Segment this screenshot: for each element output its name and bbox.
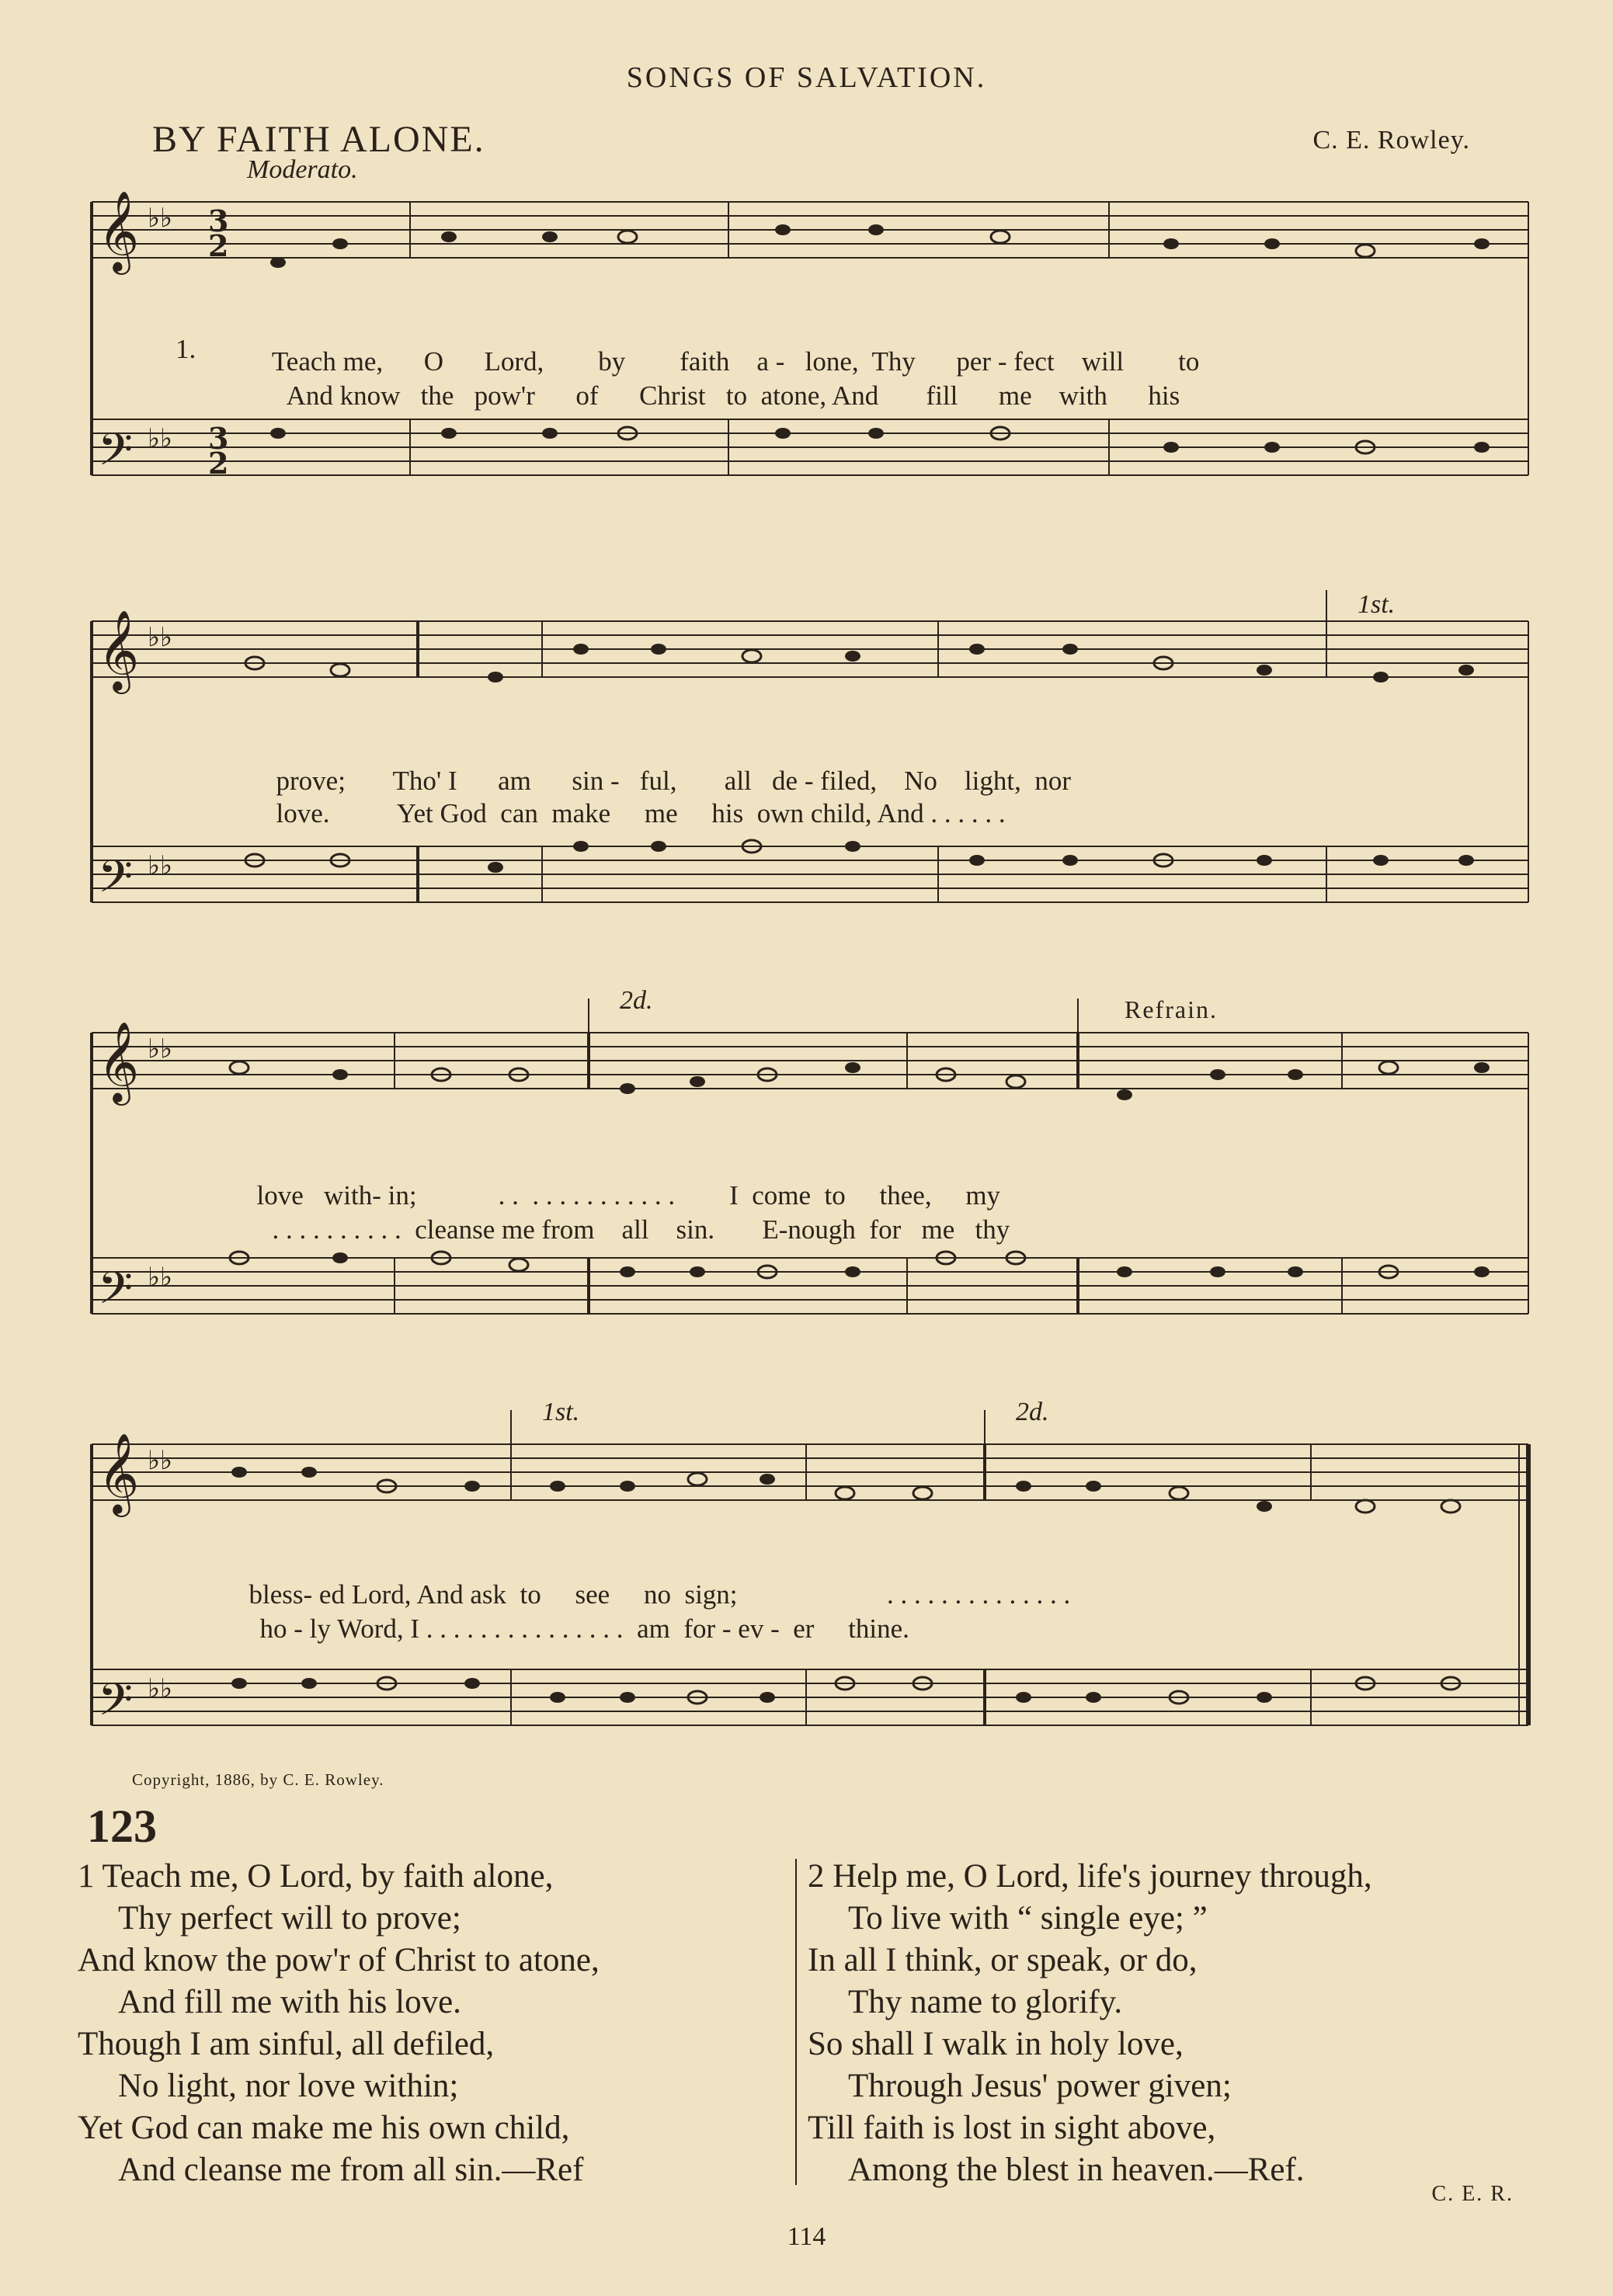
svg-text:𝄢: 𝄢 [98, 1262, 134, 1325]
svg-text:𝄞: 𝄞 [98, 190, 140, 272]
hymn-number: 123 [87, 1801, 157, 1852]
stanza-line: So shall I walk in holy love, [808, 2026, 1184, 2062]
stanza-line: Among the blest in heaven.—Ref. [848, 2152, 1305, 2188]
lyric-line-1: love with- in; . . . . . . . . . . . . . I come to thee, my [256, 1180, 1001, 1211]
svg-text:♭♭: ♭♭ [148, 622, 173, 653]
svg-text:𝄞: 𝄞 [98, 1433, 140, 1514]
author-initials: C. E. R. [1431, 2182, 1514, 2206]
stanza-line: And know the pow'r of Christ to atone, [78, 1942, 600, 1978]
svg-text:𝄢: 𝄢 [98, 1673, 134, 1737]
second-ending-label: 2d. [620, 986, 653, 1015]
refrain-label: Refrain. [1125, 995, 1218, 1023]
svg-text:♭♭: ♭♭ [148, 203, 173, 234]
lyric-line-1: Teach me, O Lord, by faith a - lone, Thy per - fect will to [271, 346, 1200, 377]
page-number: 114 [787, 2222, 826, 2251]
svg-text:2: 2 [208, 446, 229, 481]
svg-text:𝄞: 𝄞 [98, 1021, 140, 1103]
lyric-line-1: bless- ed Lord, And ask to see no sign; . . . . . . . . . . . . . . [249, 1579, 1071, 1610]
stanza-line: And cleanse me from all sin.—Ref [118, 2152, 584, 2188]
composer-credit: C. E. Rowley. [1312, 126, 1470, 155]
stanza-1 [78, 1856, 777, 2191]
running-head: SONGS OF SALVATION. [626, 61, 987, 94]
tempo-marking: Moderato. [247, 155, 358, 184]
stanza-line: To live with “ single eye; ” [848, 1900, 1208, 1936]
stanza-marker: 1. [176, 334, 196, 364]
svg-text:♭♭: ♭♭ [148, 1033, 173, 1065]
svg-text:3: 3 [208, 203, 229, 238]
second-ending-label: 2d. [1016, 1398, 1049, 1426]
svg-text:2: 2 [208, 228, 229, 263]
stanza-line: Till faith is lost in sight above, [808, 2110, 1216, 2146]
first-ending-label: 1st. [542, 1398, 580, 1426]
copyright-notice: Copyright, 1886, by C. E. Rowley. [132, 1770, 384, 1789]
svg-text:3: 3 [208, 421, 229, 456]
stanza-line: Through Jesus' power given; [848, 2068, 1232, 2104]
lyric-line-1: prove; Tho' I am sin - ful, all de - filed, No light, nor [276, 766, 1071, 796]
music-system-1 [84, 186, 1538, 512]
lyric-line-2: . . . . . . . . . . cleanse me from all sin. E-nough for me thy [272, 1214, 1010, 1245]
lyric-line-2: love. Yet God can make me his own child, And . . . . . . [276, 798, 1006, 828]
stanza-2 [808, 1856, 1538, 2191]
stanza-line: Though I am sinful, all defiled, [78, 2026, 495, 2062]
stanza-line: And fill me with his love. [118, 1984, 461, 2020]
svg-text:♭♭: ♭♭ [148, 1262, 173, 1293]
stanza-line: Thy name to glorify. [848, 1984, 1123, 2020]
music-system-2 [84, 590, 1538, 932]
column-divider [795, 1859, 797, 2185]
lyric-line-2: And know the pow'r of Christ to atone, And fill me with his [286, 380, 1180, 411]
svg-text:♭♭: ♭♭ [148, 1673, 173, 1704]
music-system-4 [84, 1398, 1538, 1763]
svg-text:♭♭: ♭♭ [148, 1445, 173, 1476]
music-system-3 [84, 986, 1538, 1351]
stanza-line: In all I think, or speak, or do, [808, 1942, 1198, 1978]
first-ending-label: 1st. [1357, 590, 1396, 619]
stanza-line: No light, nor love within; [118, 2068, 459, 2104]
stanza-line: Thy perfect will to prove; [118, 1900, 461, 1936]
svg-text:♭♭: ♭♭ [148, 423, 173, 454]
svg-text:𝄢: 𝄢 [98, 423, 134, 487]
lyric-line-2: ho - ly Word, I . . . . . . . . . . . . . . . am for - ev - er thine. [259, 1613, 909, 1644]
stanza-line: 1 Teach me, O Lord, by faith alone, [78, 1858, 554, 1895]
stanza-line: 2 Help me, O Lord, life's journey through, [808, 1858, 1372, 1895]
song-title: BY FAITH ALONE. [152, 119, 485, 160]
svg-text:𝄢: 𝄢 [98, 850, 134, 914]
stanza-line: Yet God can make me his own child, [78, 2110, 570, 2146]
svg-text:𝄞: 𝄞 [98, 610, 140, 691]
svg-text:♭♭: ♭♭ [148, 850, 173, 881]
